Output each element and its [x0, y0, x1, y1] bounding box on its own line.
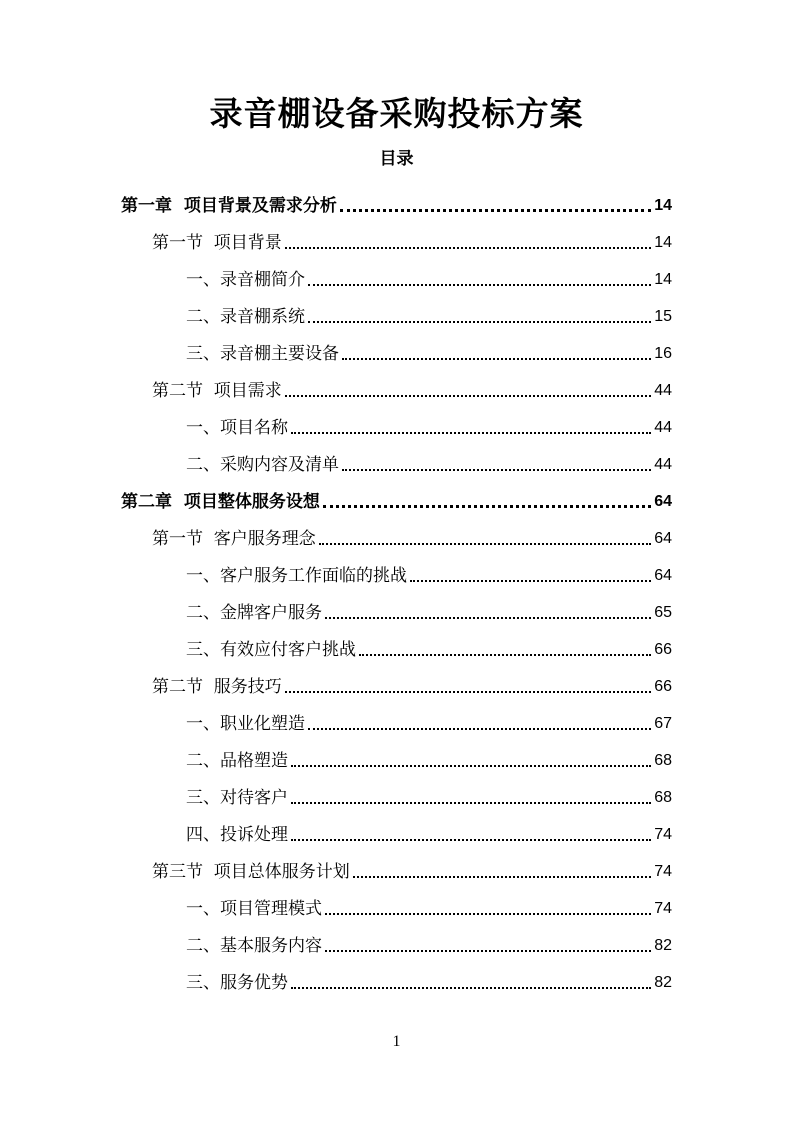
- toc-entry-label: 一、职业化塑造: [186, 714, 305, 734]
- toc-entry[interactable]: [152, 217, 672, 254]
- toc-entry-label: 第三节 项目总体服务计划: [152, 862, 350, 882]
- toc-entry-page: 64: [654, 493, 672, 510]
- toc-entry[interactable]: [186, 291, 672, 328]
- toc-leader-dots: [359, 653, 651, 656]
- toc-entry-label: 三、服务优势: [186, 973, 288, 993]
- toc-leader-dots: [285, 246, 651, 249]
- toc-entry[interactable]: [186, 883, 672, 920]
- document-title: 录音棚设备采购投标方案: [209, 94, 584, 133]
- toc-entry[interactable]: [186, 550, 672, 587]
- toc-entry-page: 16: [654, 345, 672, 362]
- toc-entry-page: 65: [654, 604, 672, 621]
- toc-entry-page: 66: [654, 678, 672, 695]
- toc-leader-dots: [342, 357, 651, 360]
- toc-entry[interactable]: [186, 587, 672, 624]
- toc-entry[interactable]: [152, 661, 672, 698]
- toc-entry-page: 74: [654, 826, 672, 843]
- toc-entry[interactable]: [186, 698, 672, 735]
- toc-entry-page: 82: [654, 937, 672, 954]
- toc-leader-dots: [291, 801, 651, 804]
- toc-entry-page: 67: [654, 715, 672, 732]
- toc-entry-label: 第一节 客户服务理念: [152, 529, 316, 549]
- toc-entry-page: 44: [654, 456, 672, 473]
- toc-entry[interactable]: [186, 254, 672, 291]
- toc-leader-dots: [340, 208, 651, 212]
- toc-leader-dots: [308, 283, 651, 286]
- toc-leader-dots: [342, 468, 651, 471]
- toc-leader-dots: [325, 912, 651, 915]
- toc-entry[interactable]: [186, 735, 672, 772]
- toc-leader-dots: [308, 727, 651, 730]
- toc-entry-page: 15: [654, 308, 672, 325]
- toc-entry-label: 一、客户服务工作面临的挑战: [186, 566, 407, 586]
- toc-entry-page: 68: [654, 789, 672, 806]
- toc-entry-page: 14: [654, 271, 672, 288]
- toc-leader-dots: [410, 579, 651, 582]
- page-number: 1: [392, 1033, 401, 1050]
- toc-leader-dots: [285, 394, 651, 397]
- toc-leader-dots: [291, 838, 651, 841]
- toc-entry[interactable]: [152, 513, 672, 550]
- toc-entry-label: 一、录音棚简介: [186, 270, 305, 290]
- toc-entry[interactable]: [121, 180, 672, 217]
- toc-leader-dots: [291, 431, 651, 434]
- toc-entry[interactable]: [186, 957, 672, 994]
- toc-entry[interactable]: [186, 809, 672, 846]
- toc-entry-page: 74: [654, 863, 672, 880]
- toc-entry[interactable]: [186, 439, 672, 476]
- toc-leader-dots: [323, 504, 651, 508]
- toc-entry[interactable]: [186, 402, 672, 439]
- toc-entry[interactable]: [186, 328, 672, 365]
- toc-entry-page: 82: [654, 974, 672, 991]
- toc-entry-label: 二、金牌客户服务: [186, 603, 322, 623]
- toc-entry-label: 第一章 项目背景及需求分析: [121, 196, 337, 216]
- toc-entry-label: 一、项目名称: [186, 418, 288, 438]
- toc-entry-page: 64: [654, 567, 672, 584]
- toc-entry-label: 二、采购内容及清单: [186, 455, 339, 475]
- toc-entry-label: 第二节 服务技巧: [152, 677, 282, 697]
- toc-entry-page: 74: [654, 900, 672, 917]
- toc-entry[interactable]: [186, 624, 672, 661]
- toc-entry-label: 第二节 项目需求: [152, 381, 282, 401]
- toc-entry-label: 第一节 项目背景: [152, 233, 282, 253]
- toc-entry[interactable]: [152, 365, 672, 402]
- toc-entry-label: 四、投诉处理: [186, 825, 288, 845]
- toc-entry[interactable]: [186, 772, 672, 809]
- toc-entry-label: 二、品格塑造: [186, 751, 288, 771]
- toc-entry-page: 66: [654, 641, 672, 658]
- toc-entry-page: 14: [654, 234, 672, 251]
- toc-entry-page: 14: [654, 197, 672, 214]
- toc-leader-dots: [319, 542, 651, 545]
- toc-leader-dots: [308, 320, 651, 323]
- toc-entry-label: 二、基本服务内容: [186, 936, 322, 956]
- toc-entry-page: 44: [654, 382, 672, 399]
- toc-entry-page: 64: [654, 530, 672, 547]
- toc-entry-label: 三、录音棚主要设备: [186, 344, 339, 364]
- toc-entry[interactable]: [121, 476, 672, 513]
- toc-leader-dots: [325, 616, 651, 619]
- toc-heading: 目录: [379, 149, 414, 169]
- toc-leader-dots: [325, 949, 651, 952]
- toc-leader-dots: [291, 764, 651, 767]
- toc-entry-label: 二、录音棚系统: [186, 307, 305, 327]
- toc-entry[interactable]: [186, 920, 672, 957]
- toc-entry-page: 44: [654, 419, 672, 436]
- toc-entry-page: 68: [654, 752, 672, 769]
- toc-entry-label: 三、对待客户: [186, 788, 288, 808]
- toc-entry[interactable]: [152, 846, 672, 883]
- toc-entry-label: 一、项目管理模式: [186, 899, 322, 919]
- toc-entry-label: 三、有效应付客户挑战: [186, 640, 356, 660]
- toc-leader-dots: [285, 690, 651, 693]
- toc-entry-label: 第二章 项目整体服务设想: [121, 492, 320, 512]
- toc-leader-dots: [353, 875, 651, 878]
- toc-leader-dots: [291, 986, 651, 989]
